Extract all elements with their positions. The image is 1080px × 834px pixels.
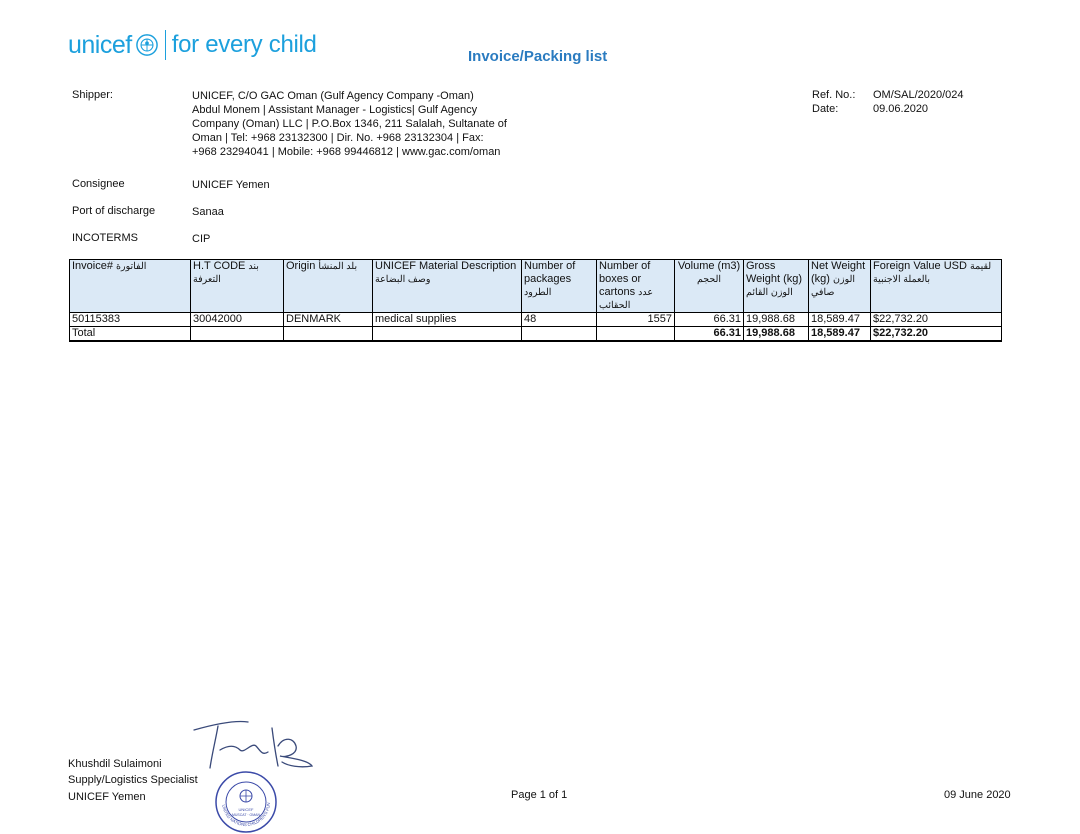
- signatory-title: Supply/Logistics Specialist: [68, 774, 198, 786]
- shipper-line: UNICEF, C/O GAC Oman (Gulf Agency Company -Oman): [192, 90, 474, 102]
- logo-tagline: for every child: [171, 31, 317, 58]
- date-value: 09.06.2020: [873, 103, 929, 115]
- logo-wordmark: unicef: [68, 30, 132, 59]
- incoterms-value: CIP: [192, 233, 211, 245]
- col-origin: Origin بلد المنشأ: [284, 260, 373, 313]
- col-foreign-value: Foreign Value USD لقيمة بالعملة الاجنبية: [871, 260, 1002, 313]
- document-title: Invoice/Packing list: [468, 48, 608, 65]
- signatory-org: UNICEF Yemen: [68, 791, 146, 803]
- cell-packages: 48: [522, 313, 597, 327]
- col-volume: Volume (m3) الحجم: [675, 260, 744, 313]
- svg-text:UNICEF: UNICEF: [238, 807, 254, 812]
- shipper-line: Oman | Tel: +968 23132300 | Dir. No. +968 23132304 | Fax:: [192, 132, 484, 144]
- footer-date: 09 June 2020: [944, 789, 1011, 801]
- cell-volume: 66.31: [675, 313, 744, 327]
- cell-empty: [597, 327, 675, 342]
- cell-total-gross: 19,988.68: [744, 327, 809, 342]
- col-boxes: Number of boxes or cartons عدد الحقائب: [597, 260, 675, 313]
- cell-value: $22,732.20: [871, 313, 1002, 327]
- shipper-line: Company (Oman) LLC | P.O.Box 1346, 211 Salalah, Sultanate of: [192, 118, 507, 130]
- cell-total-net: 18,589.47: [809, 327, 871, 342]
- shipper-label: Shipper:: [72, 89, 113, 101]
- table-total-row: [70, 327, 1002, 342]
- handwritten-signature: [190, 716, 320, 776]
- signatory-name: Khushdil Sulaimoni: [68, 758, 162, 770]
- col-gross-weight: Gross Weight (kg) الوزن القائم: [744, 260, 809, 313]
- cell-empty: [284, 327, 373, 342]
- ref-no-value: OM/SAL/2020/024: [873, 89, 964, 101]
- port-label: Port of discharge: [72, 205, 156, 217]
- table-row: [70, 313, 1002, 327]
- cell-net: 18,589.47: [809, 313, 871, 327]
- cell-ht-code: 30042000: [191, 313, 284, 327]
- port-value: Sanaa: [192, 206, 224, 218]
- cell-gross: 19,988.68: [744, 313, 809, 327]
- col-invoice: Invoice# الفاتورة: [70, 260, 191, 313]
- col-ht-code: H.T CODE بند التعرفة: [191, 260, 284, 313]
- cell-empty: [522, 327, 597, 342]
- cell-invoice: 50115383: [70, 313, 191, 327]
- cell-total-value: $22,732.20: [871, 327, 1002, 342]
- cell-total-label: Total: [70, 327, 191, 342]
- svg-text:UNITED NATIONS CHILDREN'S FUND: UNITED NATIONS CHILDREN'S FUN: [221, 802, 272, 828]
- col-description: UNICEF Material Description وصف البضاعة: [373, 260, 522, 313]
- shipper-line: Abdul Monem | Assistant Manager - Logistics| Gulf Agency: [192, 104, 478, 116]
- cell-total-volume: 66.31: [675, 327, 744, 342]
- ref-no-label: Ref. No.:: [812, 89, 856, 101]
- cell-description: medical supplies: [373, 313, 522, 327]
- page-number: Page 1 of 1: [511, 789, 568, 801]
- shipper-line: +968 23294041 | Mobile: +968 99446812 | www.gac.com/oman: [192, 146, 501, 158]
- date-label: Date:: [812, 103, 839, 115]
- cell-empty: [191, 327, 284, 342]
- packing-list-table: [69, 259, 1002, 342]
- cell-origin: DENMARK: [284, 313, 373, 327]
- cell-empty: [373, 327, 522, 342]
- consignee-label: Consignee: [72, 178, 125, 190]
- incoterms-label: INCOTERMS: [72, 232, 138, 244]
- svg-text:MUSCAT · OMAN: MUSCAT · OMAN: [231, 813, 261, 817]
- logo-divider: [165, 30, 166, 60]
- col-packages: Number of packages الطرود: [522, 260, 597, 313]
- unicef-logo: [68, 28, 317, 62]
- consignee-value: UNICEF Yemen: [192, 179, 270, 191]
- cell-boxes: 1557: [597, 313, 675, 327]
- official-stamp-icon: [214, 770, 278, 834]
- col-net-weight: Net Weight (kg) الوزن صافي: [809, 260, 871, 313]
- table-header-row: [70, 260, 1002, 313]
- shipper-address: [192, 89, 522, 159]
- unicef-emblem-icon: [136, 34, 158, 56]
